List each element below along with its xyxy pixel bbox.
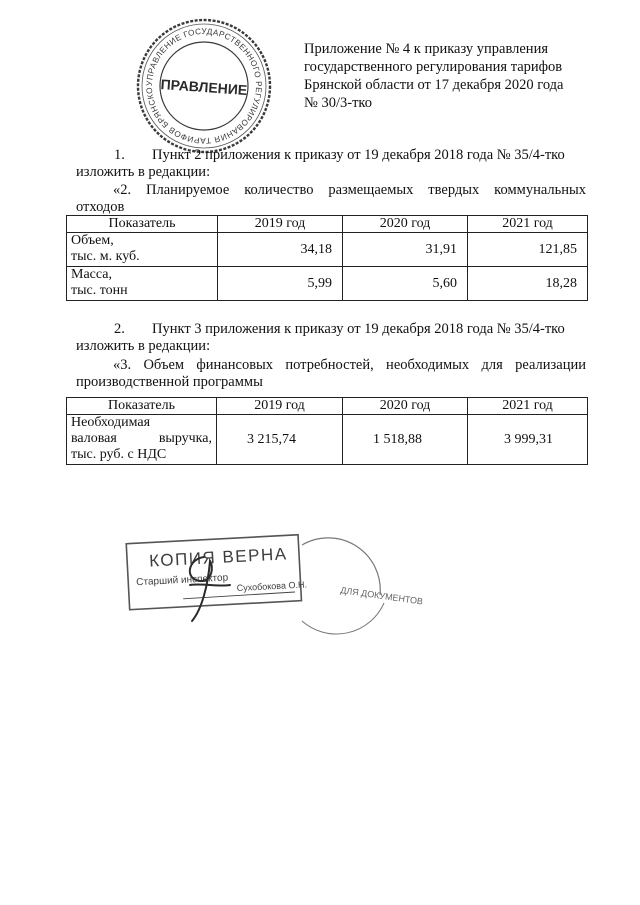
copy-correct-stamp xyxy=(118,525,424,630)
section-2-line-2: изложить в редакции: xyxy=(76,338,211,354)
section-1-quote-line-2: отходов xyxy=(76,199,125,215)
financial-needs-table xyxy=(66,397,588,465)
row-label-line: тыс. руб. с НДС xyxy=(71,447,167,462)
copy-stamp-graphic xyxy=(118,525,424,630)
section-1-intro xyxy=(76,147,586,181)
row-label xyxy=(67,267,218,301)
row-label-line: Масса, xyxy=(71,267,112,282)
section-2-quote-line-1: «3. Объем финансовых потребностей, необходимых для реализации xyxy=(113,357,586,373)
column-header: 2020 год xyxy=(343,398,468,415)
copy-stamp-title: КОПИЯ ВЕРНА xyxy=(148,544,289,571)
section-2-number: 2. xyxy=(114,321,125,337)
row-label-line: Необходимая xyxy=(71,415,151,430)
row-label-line: тыс. тонн xyxy=(71,283,128,298)
column-header: Показатель xyxy=(67,216,218,233)
column-header: 2021 год xyxy=(468,398,588,415)
table-cell: 18,28 xyxy=(468,267,588,301)
row-label-line: валовая выручка, xyxy=(71,431,212,446)
column-header: Показатель xyxy=(67,398,217,415)
copy-stamp-name: Сухобокова О.Н. xyxy=(236,579,308,594)
round-seal xyxy=(134,16,274,156)
table-header-row xyxy=(67,398,588,415)
section-2-line-1: Пункт 3 приложения к приказу от 19 декабря 2018 года № 35/4-тко xyxy=(152,321,565,337)
row-label-line: тыс. м. куб. xyxy=(71,249,140,264)
table-cell: 34,18 xyxy=(218,233,343,267)
table-cell: 3 215,74 xyxy=(217,415,343,465)
row-label-line: Объем, xyxy=(71,233,114,248)
column-header: 2021 год xyxy=(468,216,588,233)
table-row xyxy=(67,415,588,465)
column-header: 2019 год xyxy=(217,398,343,415)
table-cell: 121,85 xyxy=(468,233,588,267)
table-cell: 5,99 xyxy=(218,267,343,301)
copy-stamp-position: Старший инспектор xyxy=(136,572,229,589)
seal-center-word: ПРАВЛЕНИЕ xyxy=(160,75,248,99)
column-header: 2019 год xyxy=(218,216,343,233)
section-1-quote-line-1: «2. Планируемое количество размещаемых твердых коммунальных xyxy=(113,182,586,198)
table-cell: 3 999,31 xyxy=(468,415,588,465)
section-1-number: 1. xyxy=(114,147,125,163)
row-label xyxy=(67,415,217,465)
seal-graphic xyxy=(134,16,274,156)
row-label xyxy=(67,233,218,267)
seal-ring-text: УПРАВЛЕНИЕ ГОСУДАРСТВЕННОГО РЕГУЛИРОВАНИЯ ТАРИФОВ БРЯНСКО xyxy=(144,26,264,146)
side-stamp-text: ДЛЯ ДОКУМЕНТОВ xyxy=(339,585,424,607)
section-1-line-1: Пункт 2 приложения к приказу от 19 декабря 2018 года № 35/4-тко xyxy=(152,147,565,163)
table-row xyxy=(67,233,588,267)
planned-waste-table xyxy=(66,215,588,301)
table-cell: 1 518,88 xyxy=(343,415,468,465)
section-2-quote-line-2: производственной программы xyxy=(76,374,263,390)
section-1-line-2: изложить в редакции: xyxy=(76,164,211,180)
column-header: 2020 год xyxy=(343,216,468,233)
section-2-intro xyxy=(76,321,586,355)
appendix-header: Приложение № 4 к приказу управления государственного регулирования тарифов Брянской области от 17 декабря 2020 года № 30/3-тко xyxy=(304,41,564,111)
table-cell: 31,91 xyxy=(343,233,468,267)
table-header-row xyxy=(67,216,588,233)
table-cell: 5,60 xyxy=(343,267,468,301)
table-row xyxy=(67,267,588,301)
